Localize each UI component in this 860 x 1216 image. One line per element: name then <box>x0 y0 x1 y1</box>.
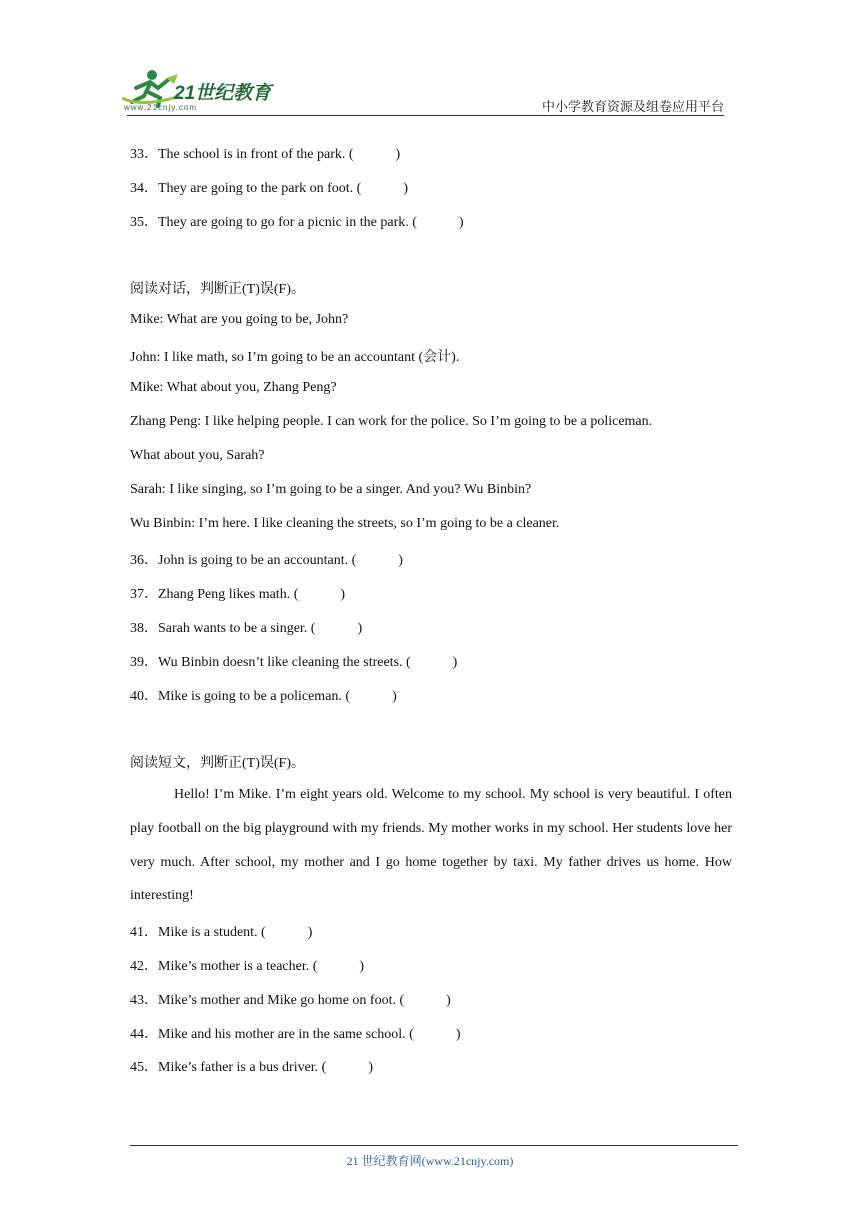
question-40: 40．Mike is going to be a policeman. ( ) <box>130 689 397 704</box>
question-37: 37．Zhang Peng likes math. ( ) <box>130 587 346 602</box>
question-39: 39．Wu Binbin doesn’t like cleaning the streets. ( ) <box>130 655 458 670</box>
dialogue-line: Wu Binbin: I’m here. I like cleaning the streets, so I’m going to be a cleaner. <box>130 516 560 531</box>
question-44: 44．Mike and his mother are in the same school. ( ) <box>130 1027 461 1042</box>
footer-link[interactable]: 21 世纪教育网(www.21cnjy.com) <box>346 1154 514 1168</box>
platform-title: 中小学教育资源及组卷应用平台 <box>541 99 724 114</box>
dialogue-line: Mike: What about you, Zhang Peng? <box>130 380 337 395</box>
question-36: 36．John is going to be an accountant. ( ) <box>130 553 403 568</box>
page-header <box>122 68 724 118</box>
section2-instruction: 阅读对话，判断正(T)误(F)。 <box>130 282 305 297</box>
question-33: 33．The school is in front of the park. ( ) <box>130 147 401 162</box>
runner-icon <box>122 68 182 108</box>
footer-divider <box>130 1145 738 1146</box>
question-34: 34．They are going to the park on foot. ( ) <box>130 181 408 196</box>
question-42: 42．Mike’s mother is a teacher. ( ) <box>130 959 365 974</box>
site-logo <box>122 68 292 118</box>
logo-text: 21世纪教育 <box>174 83 272 104</box>
dialogue-line: Mike: What are you going to be, John? <box>130 312 349 327</box>
dialogue-line: John: I like math, so I’m going to be an accountant (会计). <box>130 350 460 365</box>
question-45: 45．Mike’s father is a bus driver. ( ) <box>130 1060 374 1075</box>
section3-instruction: 阅读短文，判断正(T)误(F)。 <box>130 756 305 771</box>
question-35: 35．They are going to go for a picnic in the park. ( ) <box>130 215 464 230</box>
question-43: 43．Mike’s mother and Mike go home on foot. ( ) <box>130 993 451 1008</box>
dialogue-line: What about you, Sarah? <box>130 448 265 463</box>
question-41: 41．Mike is a student. ( ) <box>130 925 313 940</box>
dialogue-line: Zhang Peng: I like helping people. I can work for the police. So I’m going to be a policeman. <box>130 414 653 429</box>
logo-subtext: www.21cnjy.com <box>124 103 197 112</box>
header-divider <box>127 115 724 116</box>
dialogue-line: Sarah: I like singing, so I’m going to be a singer. And you? Wu Binbin? <box>130 482 532 497</box>
reading-passage: Hello! I’m Mike. I’m eight years old. Welcome to my school. My school is very beautiful. I often play football on the big playground with my friends. My mother works in my school. Her students love her very much. After school, my mother and I go home together by taxi. My father drives us home. How interesting! <box>130 787 732 904</box>
question-38: 38．Sarah wants to be a singer. ( ) <box>130 621 363 636</box>
